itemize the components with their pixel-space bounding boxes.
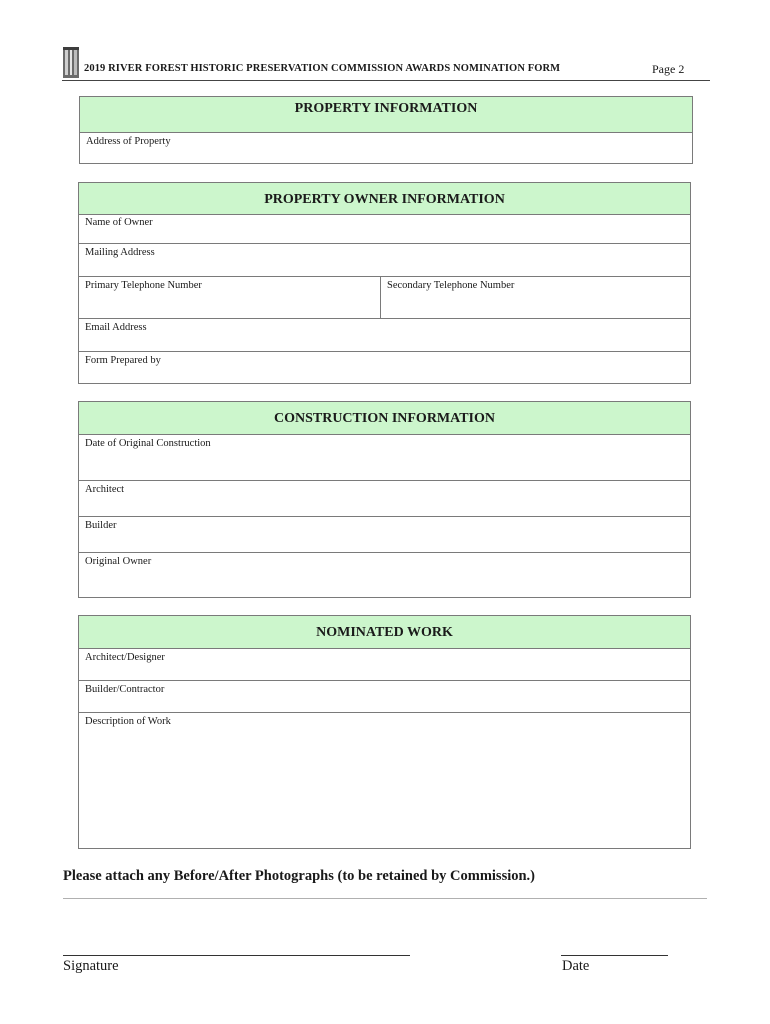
form-prepared-by-field[interactable] — [79, 352, 690, 383]
date-line[interactable] — [561, 955, 668, 956]
builder-contractor-field[interactable] — [79, 681, 690, 713]
property-owner-section — [78, 182, 691, 384]
field-label: Email Address — [85, 322, 147, 333]
field-label: Name of Owner — [85, 217, 153, 228]
architect-field[interactable] — [79, 481, 690, 517]
header-divider — [62, 80, 710, 81]
original-owner-field[interactable] — [79, 553, 690, 597]
builder-field[interactable] — [79, 517, 690, 553]
secondary-telephone-field[interactable] — [381, 277, 690, 318]
field-label: Builder/Contractor — [85, 684, 165, 695]
section-title-owner: PROPERTY OWNER INFORMATION — [79, 183, 690, 215]
footer-divider — [63, 898, 707, 899]
logo-icon — [63, 47, 79, 78]
field-label: Architect/Designer — [85, 652, 165, 663]
property-information-section — [79, 96, 693, 164]
section-title-nominated: NOMINATED WORK — [79, 616, 690, 649]
section-title-construction: CONSTRUCTION INFORMATION — [79, 402, 690, 435]
signature-line[interactable] — [63, 955, 410, 956]
section-title-property: PROPERTY INFORMATION — [80, 97, 692, 133]
architect-designer-field[interactable] — [79, 649, 690, 681]
nominated-work-section — [78, 615, 691, 849]
email-address-field[interactable] — [79, 319, 690, 352]
mailing-address-field[interactable] — [79, 244, 690, 277]
construction-information-section — [78, 401, 691, 598]
field-label: Builder — [85, 520, 117, 531]
attach-photographs-note: Please attach any Before/After Photographs (to be retained by Commission.) — [63, 868, 536, 884]
name-of-owner-field[interactable] — [79, 215, 690, 244]
address-of-property-field[interactable] — [80, 133, 692, 163]
primary-telephone-field[interactable] — [79, 277, 381, 318]
field-label: Date of Original Construction — [85, 438, 211, 449]
field-label: Form Prepared by — [85, 355, 161, 366]
date-of-original-construction-field[interactable] — [79, 435, 690, 481]
field-label: Description of Work — [85, 716, 171, 727]
telephone-row — [79, 277, 690, 319]
field-label: Address of Property — [86, 136, 171, 147]
form-title: 2019 RIVER FOREST HISTORIC PRESERVATION COMMISSION AWARDS NOMINATION FORM — [84, 63, 561, 74]
field-label: Mailing Address — [85, 247, 155, 258]
page-number: Page 2 — [652, 62, 685, 76]
field-label: Original Owner — [85, 556, 152, 567]
field-label: Architect — [85, 484, 125, 495]
field-label: Primary Telephone Number — [85, 280, 202, 291]
description-of-work-field[interactable] — [79, 713, 690, 848]
signature-label: Signature — [63, 958, 119, 974]
date-label: Date — [562, 958, 590, 974]
field-label: Secondary Telephone Number — [387, 280, 515, 291]
